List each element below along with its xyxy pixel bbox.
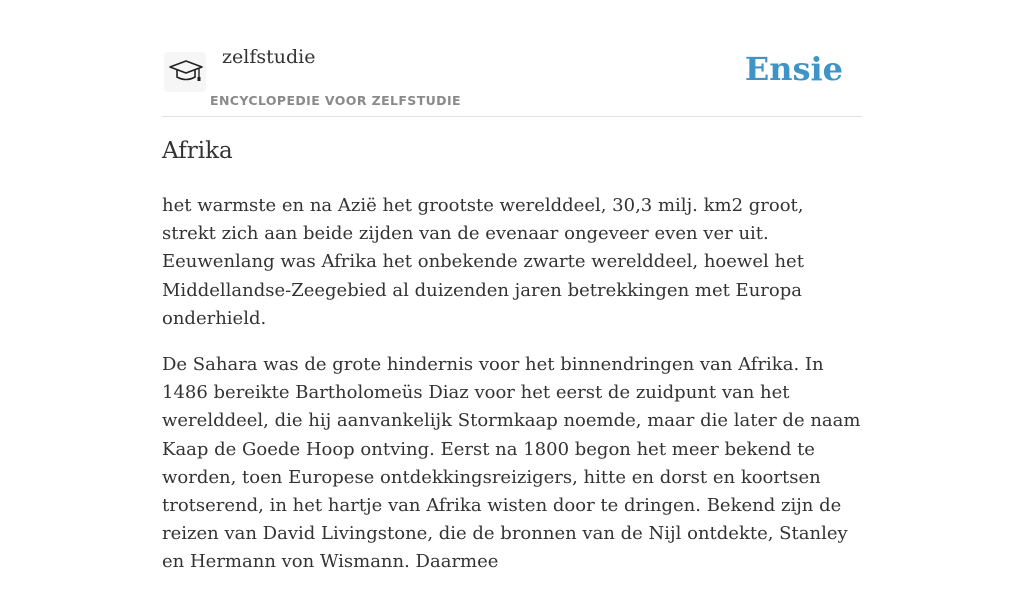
site-header	[162, 0, 862, 117]
article-paragraph: De Sahara was de grote hindernis voor het binnendringen van Afrika. In 1486 bereikte Bartholomeüs Diaz voor het eerst de zuidpunt van het werelddeel, die hij aanvankelijk Stormkaap noemde, maar die later de naam Kaap de Goede Hoop ontving. Eerst na 1800 begon het meer bekend te worden, toen Europese ontdekkingsreizigers, hitte en dorst en koortsen trotserend, in het hartje van Afrika wisten door te dringen. Bekend zijn de reizen van David Livingstone, die de bronnen van de Nijl ontdekte, Stanley en Hermann von Wismann. Daarmee	[162, 354, 861, 573]
graduation-cap-icon[interactable]	[164, 52, 206, 92]
article-body	[162, 192, 862, 595]
brand-logo-link[interactable]: Ensie	[744, 50, 843, 88]
site-tagline: ENCYCLOPEDIE VOOR ZELFSTUDIE	[210, 93, 461, 108]
article-paragraph: het warmste en na Azië het grootste werelddeel, 30,3 milj. km2 groot, strekt zich aan beide zijden van de evenaar ongeveer even ver uit. Eeuwenlang was Afrika het onbekende zwarte werelddeel, hoewel het Middellandse-Zeegebied al duizenden jaren betrekkingen met Europa onderhield.	[162, 195, 804, 329]
site-name[interactable]: zelfstudie	[222, 46, 316, 68]
page-container	[162, 0, 862, 573]
article-title: Afrika	[162, 138, 233, 164]
